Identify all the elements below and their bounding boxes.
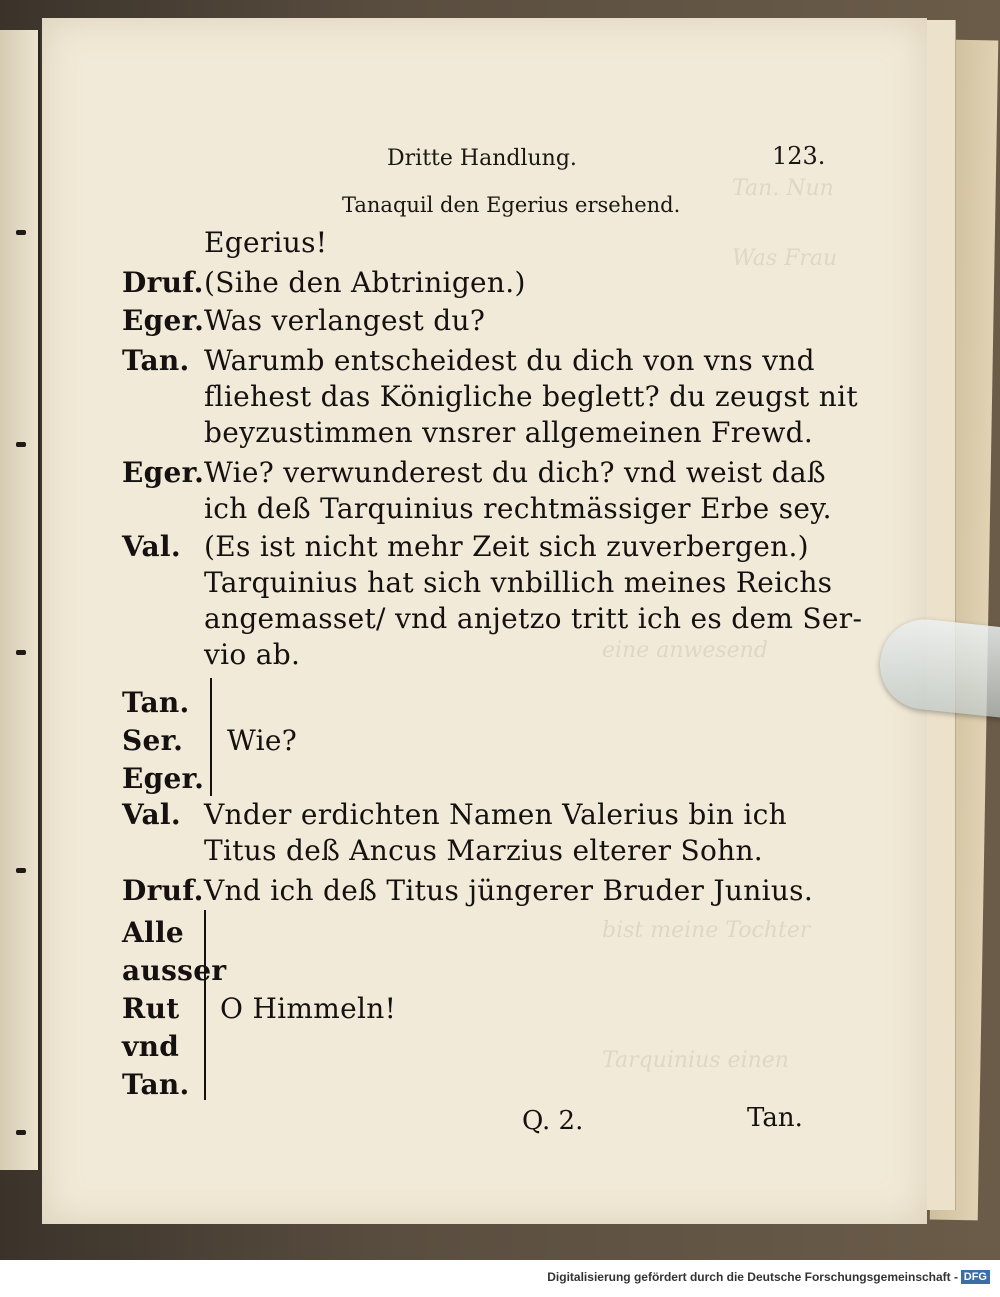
speaker-label: Tan. [122, 344, 190, 377]
dialogue-text: Warumb entscheidest du dich von vns vnd [204, 344, 815, 377]
dialogue-text: Wie? [227, 724, 298, 757]
facing-page-edge [0, 30, 40, 1170]
dialogue-text: (Sihe den Abtrinigen.) [204, 266, 526, 299]
speaker-label: Val. [122, 798, 181, 831]
page-number: 123. [772, 142, 826, 170]
speaker-label: Alle [122, 916, 185, 949]
speaker-label: Tan. [122, 1068, 190, 1101]
brace [204, 910, 218, 1100]
dialogue-text: angemasset/ vnd anjetzo tritt ich es dem Ser- [204, 602, 863, 635]
signature-mark: Q. 2. [522, 1106, 584, 1136]
stage-direction: Tanaquil den Egerius ersehend. [342, 193, 681, 217]
binding-stitch [16, 650, 26, 655]
speaker-label: Druf. [122, 266, 204, 299]
dialogue-text: Wie? verwunderest du dich? vnd weist daß [204, 456, 826, 489]
dfg-logo: DFG [961, 1270, 990, 1284]
dialogue-text: Egerius! [204, 226, 328, 259]
dialogue-text: (Es ist nicht mehr Zeit sich zuverbergen.) [204, 530, 809, 563]
binding-stitch [16, 1130, 26, 1135]
binding-stitch [16, 230, 26, 235]
dialogue-text: Was verlangest du? [204, 304, 486, 337]
bleed-through: eine anwesend [602, 638, 768, 663]
speaker-label: Rut [122, 992, 180, 1025]
brace [210, 678, 224, 796]
speaker-label: Val. [122, 530, 181, 563]
bleed-through: Tarquinius einen [602, 1048, 789, 1073]
funding-note: Digitalisierung gefördert durch die Deutsche Forschungsgemeinschaft - [547, 1270, 958, 1284]
dialogue-text: Vnd ich deß Titus jüngerer Bruder Junius. [204, 874, 814, 907]
bleed-through: Was Frau [732, 246, 838, 271]
dialogue-text: beyzustimmen vnsrer allgemeinen Frewd. [204, 416, 814, 449]
catchword: Tan. [747, 1103, 803, 1133]
footer-bar [0, 1260, 1000, 1297]
dialogue-text: Titus deß Ancus Marzius elterer Sohn. [204, 834, 763, 867]
bleed-through: bist meine Tochter [602, 918, 811, 943]
dialogue-text: fliehest das Königliche beglett? du zeugst nit [204, 380, 858, 413]
speaker-label: Eger. [122, 304, 205, 337]
dialogue-text: ich deß Tarquinius rechtmässiger Erbe sey. [204, 492, 832, 525]
speaker-label: vnd [122, 1030, 180, 1063]
speaker-label: Tan. [122, 686, 190, 719]
bleed-through: Tan. Nun [732, 176, 834, 201]
dialogue-text: Vnder erdichten Namen Valerius bin ich [204, 798, 787, 831]
speaker-label: Eger. [122, 762, 205, 795]
speaker-label: ausser [122, 954, 227, 987]
binding-stitch [16, 868, 26, 873]
dialogue-text: Tarquinius hat sich vnbillich meines Reichs [204, 566, 833, 599]
speaker-label: Ser. [122, 724, 184, 757]
book-page [42, 18, 927, 1224]
speaker-label: Druf. [122, 874, 204, 907]
speaker-label: Eger. [122, 456, 205, 489]
running-head: Dritte Handlung. [387, 146, 577, 171]
dialogue-text: O Himmeln! [220, 992, 397, 1025]
binding-stitch [16, 442, 26, 447]
dialogue-text: vio ab. [204, 638, 301, 671]
